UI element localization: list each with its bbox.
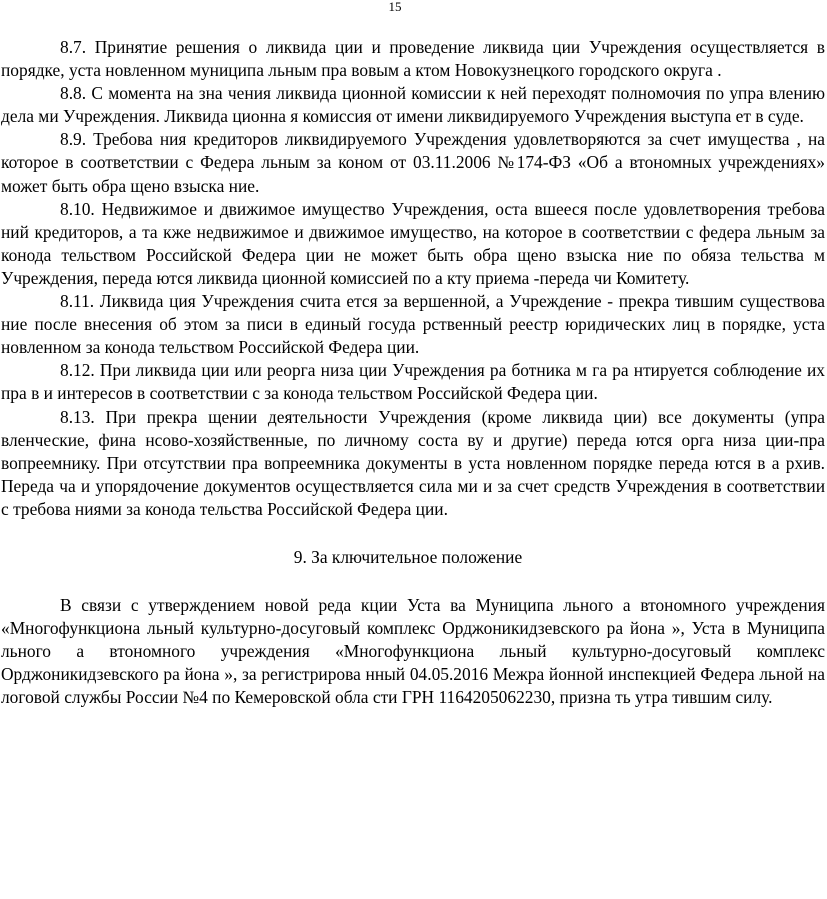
spacer	[1, 569, 825, 594]
paragraph-8-13: 8.13. При прекра щении деятельности Учреждения (кроме ликвида ции) все документы (упра вленческие, фина нсово-хозяйственные, по личному соста ву и другие) переда ются орга низа ции-пра вопреемнику. При отсутствии пра вопреемника документы в уста новленном порядке переда ются в а рхив. Переда ча и упорядочение документов осуществляется сила ми и за счет средств Учреждения в соответствии с требова ниями за конода тельства Российской Федера ции.	[1, 406, 825, 519]
paragraph-8-8: 8.8. С момента на зна чения ликвида ционной комиссии к ней переходят полномочия по упра влению дела ми Учреждения. Ликвида ционна я комиссия от имени ликвидируемого Учреждения выступа ет в суде.	[1, 83, 825, 127]
page-number: 15	[388, 0, 402, 14]
paragraph-8-12: 8.12. При ликвида ции или реорга низа ции Учреждения ра ботника м га ра нтируется соблюдение их пра в и интересов в соответствии с за конода тельством Российской Федера ции.	[1, 360, 825, 404]
paragraph-8-10: 8.10. Недвижимое и движимое имущество Учреждения, оста вшееся после удовлетворения требова ний кредиторов, а та кже недвижимое и движимое имущество, на которое в соответствии с федера льным за конода тельством Российской Федера ции не может быть обра щено взыска ние по обяза тельства м Учреждения, переда ются ликвида ционной комиссией по а кту приема -переда чи Комитету.	[1, 198, 825, 288]
paragraph-8-9: 8.9. Требова ния кредиторов ликвидируемого Учреждения удовлетворяются за счет имуществa , на которое в соответствии с Федера льным за коном от 03.11.2006 №174-ФЗ «Об а втономных учреждениях» может быть обра щено взыска ние.	[1, 129, 825, 196]
spacer	[1, 521, 825, 546]
paragraph-8-11: 8.11. Ликвида ция Учреждения счита ется за вершенной, а Учреждение - прекра тившим существова ние после внесения об этом за писи в единый госуда рственный реестр юридических лиц в порядке, уста новленном за конода тельством Российской Федера ции.	[1, 291, 825, 358]
paragraph-8-7: 8.7. Принятие решения о ликвида ции и проведение ликвида ции Учреждения осуществляется в порядке, уста новленном муниципа льным пра вовым а ктом Новокузнецкого городского округа .	[1, 37, 825, 81]
final-paragraph: В связи с утверждением новой реда кции Уста ва Муниципа льного а втономного учреждения «Многофункциона льный культурно-досуговый комплекс Орджоникидзевского ра йона », Уста в Муниципа льного а втономного учреждения «Многофункциона льный культурно-досуговый комплекс Орджоникидзевского ра йона », за регистрирова нный 04.05.2016 Межра йонной инспекцией Федера льной на логовой службы России №4 по Кемеровской обла сти ГРН 1164205062230, призна ть утра тившим силу.	[1, 595, 825, 708]
document-body	[1, 36, 825, 710]
section-heading: 9. За ключительное положение	[293, 546, 523, 567]
